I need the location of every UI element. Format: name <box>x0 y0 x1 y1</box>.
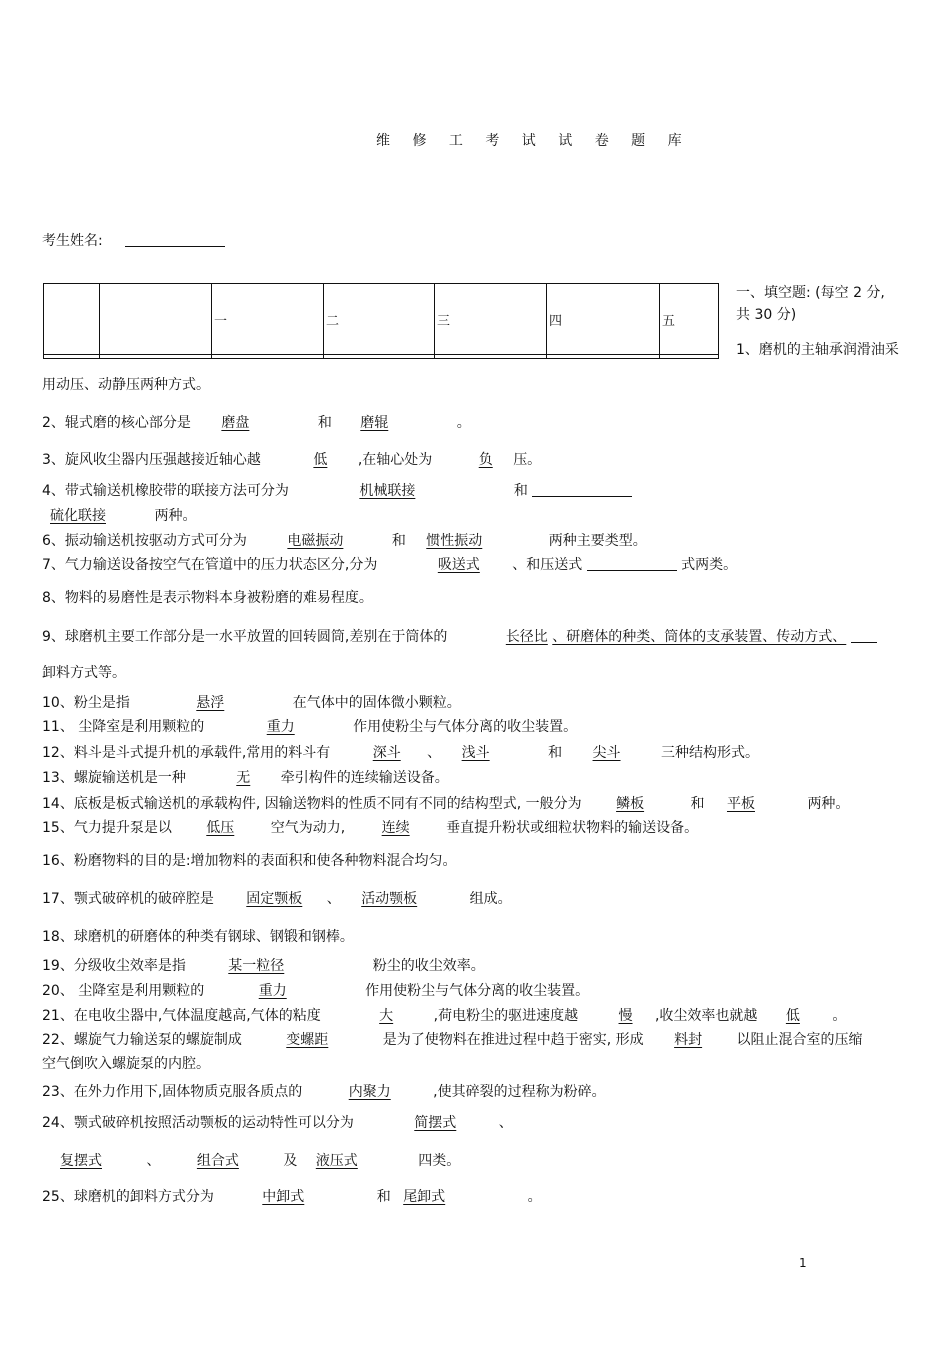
answer-blank[interactable]: 磨辊 <box>360 415 389 431</box>
question-text: 牵引构件的连续输送设备。 <box>280 770 449 786</box>
answer-blank[interactable]: 负 <box>478 452 493 468</box>
question-text: ,在轴心处为 <box>357 452 433 468</box>
answer-blank[interactable]: 慢 <box>618 1008 633 1024</box>
question-text: 压。 <box>513 452 542 468</box>
answer-blank[interactable]: 深斗 <box>372 745 401 761</box>
score-input-cell[interactable] <box>44 355 100 359</box>
question-text: 13、螺旋输送机是一种 <box>42 770 186 786</box>
score-input-cell[interactable] <box>212 355 324 359</box>
question-20 <box>42 982 589 1000</box>
question-text: 粉尘的收尘效率。 <box>372 958 485 974</box>
page-number: 1 <box>799 1256 807 1270</box>
answer-blank[interactable]: 连续 <box>381 820 410 836</box>
question-6 <box>42 532 647 550</box>
question-text: 以阻止混合室的压缩 <box>736 1032 863 1048</box>
question-text: 式两类。 <box>681 557 738 573</box>
question-text: 和 <box>548 745 563 761</box>
question-text: 两种。 <box>807 796 850 812</box>
question-text: 组成。 <box>469 891 512 907</box>
question-text: 、 <box>498 1115 513 1131</box>
question-18: 18、球磨机的研磨体的种类有钢球、钢锻和钢棒。 <box>42 929 354 945</box>
question-text: 2、辊式磨的核心部分是 <box>42 415 191 431</box>
answer-blank[interactable]: 浅斗 <box>461 745 490 761</box>
answer-blank[interactable] <box>532 482 632 497</box>
score-cell: 一 <box>212 284 324 355</box>
question-1b: 用动压、动静压两种方式。 <box>42 377 210 393</box>
question-text: 作用使粉尘与气体分离的收尘装置。 <box>365 983 590 999</box>
answer-blank[interactable]: 固定颚板 <box>246 891 303 907</box>
question-text: 和 <box>391 533 406 549</box>
question-text: 。 <box>456 415 471 431</box>
question-text: 、和压送式 <box>512 557 583 573</box>
question-text: ,收尘效率也就越 <box>654 1008 758 1024</box>
question-text: 19、分级收尘效率是指 <box>42 958 186 974</box>
score-input-cell[interactable] <box>324 355 435 359</box>
answer-blank[interactable]: 无 <box>236 770 251 786</box>
question-text: 3、旋风收尘器内压强越接近轴心越 <box>42 452 261 468</box>
answer-blank[interactable]: 磨盘 <box>221 415 250 431</box>
question-19 <box>42 957 485 975</box>
answer-blank[interactable]: 长径比 <box>505 629 548 645</box>
score-header-row <box>44 284 719 355</box>
answer-blank[interactable]: 复摆式 <box>60 1153 102 1169</box>
question-text: 10、粉尘是指 <box>42 695 130 711</box>
answer-blank[interactable]: 低 <box>785 1008 800 1024</box>
answer-blank[interactable]: 活动颚板 <box>361 891 418 907</box>
score-input-cell[interactable] <box>660 355 719 359</box>
question-text: 、 <box>146 1153 161 1169</box>
candidate-name-label <box>42 232 225 250</box>
question-text: 。 <box>527 1189 542 1205</box>
answer-blank[interactable]: 料封 <box>674 1032 703 1048</box>
question-22-cont: 空气倒吹入螺旋泵的内腔。 <box>42 1056 210 1072</box>
answer-blank[interactable]: 变螺距 <box>286 1032 329 1048</box>
question-10 <box>42 694 461 712</box>
question-14 <box>42 795 849 813</box>
answer-blank[interactable]: 惯性振动 <box>426 533 483 549</box>
question-text: 和 <box>317 415 332 431</box>
name-blank[interactable] <box>125 232 225 247</box>
score-table <box>43 283 719 359</box>
question-text: 作用使粉尘与气体分离的收尘装置。 <box>353 719 578 735</box>
question-text: 和 <box>376 1189 391 1205</box>
answer-blank[interactable]: 鳞板 <box>616 796 645 812</box>
answer-blank[interactable]: 大 <box>379 1008 394 1024</box>
score-input-row <box>44 355 719 359</box>
question-15 <box>42 819 698 837</box>
question-3 <box>42 451 541 469</box>
answer-blank[interactable]: 硫化联接 <box>50 508 106 524</box>
question-text: 17、颚式破碎机的破碎腔是 <box>42 891 214 907</box>
answer-blank[interactable] <box>587 556 677 571</box>
answer-blank[interactable]: 尾卸式 <box>403 1189 446 1205</box>
question-12 <box>42 744 759 762</box>
question-text: 三种结构形式。 <box>660 745 759 761</box>
answer-blank[interactable]: 某一粒径 <box>228 958 285 974</box>
answer-blank[interactable]: 尖斗 <box>592 745 621 761</box>
question-text: 21、在电收尘器中,气体温度越高,气体的粘度 <box>42 1008 321 1024</box>
question-text: 24、颚式破碎机按照活动颚板的运动特性可以分为 <box>42 1115 354 1131</box>
question-text: 、研磨体的种类、筒体的支承装置、传动方式、 <box>552 629 847 645</box>
section1-heading: 一、填空题: (每空 2 分, <box>736 285 885 301</box>
question-23 <box>42 1083 606 1101</box>
question-text: 和 <box>690 796 705 812</box>
answer-blank[interactable]: 平板 <box>726 796 755 812</box>
question-text: 11、 尘降室是利用颗粒的 <box>42 719 205 735</box>
answer-blank[interactable] <box>851 628 877 643</box>
answer-blank[interactable]: 简摆式 <box>414 1115 457 1131</box>
answer-blank[interactable]: 组合式 <box>196 1153 239 1169</box>
question-2 <box>42 414 471 432</box>
question-text: ,荷电粉尘的驱进速度越 <box>433 1008 579 1024</box>
question-text: 14、底板是板式输送机的承载构件, 因输送物料的性质不同有不同的结构型式, 一般分为 <box>42 796 582 812</box>
question-text: 是为了使物料在推进过程中趋于密实, 形成 <box>382 1032 644 1048</box>
question-text: 9、球磨机主要工作部分是一水平放置的回转圆筒,差别在于筒体的 <box>42 629 448 645</box>
score-cell: 二 <box>324 284 435 355</box>
question-text: 、 <box>427 745 442 761</box>
question-9-cont: 卸料方式等。 <box>42 665 126 681</box>
question-16: 16、粉磨物料的目的是:增加物料的表面积和使各种物料混合均匀。 <box>42 853 457 869</box>
question-text: 4、带式输送机橡胶带的联接方法可分为 <box>42 483 289 499</box>
question-21 <box>42 1007 846 1025</box>
score-cell <box>44 284 100 355</box>
score-input-cell[interactable] <box>100 355 212 359</box>
score-input-cell[interactable] <box>435 355 547 359</box>
question-4 <box>42 482 632 500</box>
question-text: 7、气力输送设备按空气在管道中的压力状态区分,分为 <box>42 557 378 573</box>
score-cell: 三 <box>435 284 547 355</box>
answer-blank[interactable]: 液压式 <box>315 1153 358 1169</box>
answer-blank[interactable]: 中卸式 <box>262 1189 305 1205</box>
answer-blank[interactable]: 悬浮 <box>196 695 225 711</box>
answer-blank[interactable]: 吸送式 <box>437 557 480 573</box>
question-4-cont <box>42 507 196 525</box>
question-7 <box>42 556 737 574</box>
answer-blank[interactable]: 低 <box>313 452 328 468</box>
question-text: 及 <box>283 1153 298 1169</box>
question-text: 空气为动力, <box>270 820 346 836</box>
question-8: 8、物料的易磨性是表示物料本身被粉磨的难易程度。 <box>42 590 373 606</box>
question-text: 12、料斗是斗式提升机的承载件,常用的料斗有 <box>42 745 331 761</box>
question-13 <box>42 769 449 787</box>
answer-blank[interactable]: 低压 <box>206 820 235 836</box>
question-1a: 1、磨机的主轴承润滑油采 <box>736 342 899 358</box>
question-text: 15、气力提升泵是以 <box>42 820 172 836</box>
section1-heading-cont: 共 30 分) <box>736 307 797 323</box>
question-text: 、 <box>326 891 341 907</box>
question-24-cont <box>42 1152 460 1170</box>
answer-blank[interactable]: 重力 <box>266 719 295 735</box>
question-text: 垂直提升粉状或细粒状物料的输送设备。 <box>446 820 699 836</box>
answer-blank[interactable]: 电磁振动 <box>287 533 344 549</box>
score-input-cell[interactable] <box>547 355 660 359</box>
question-text: 20、 尘降室是利用颗粒的 <box>42 983 205 999</box>
question-11 <box>42 718 577 736</box>
question-text: 四类。 <box>418 1153 461 1169</box>
question-24 <box>42 1114 513 1132</box>
answer-blank[interactable]: 机械联接 <box>359 483 416 499</box>
question-22 <box>42 1031 863 1049</box>
question-9 <box>42 628 877 646</box>
question-25 <box>42 1188 542 1206</box>
question-text: ,使其碎裂的过程称为粉碎。 <box>433 1084 606 1100</box>
question-text: 在气体中的固体微小颗粒。 <box>292 695 461 711</box>
name-label-text: 考生姓名: <box>42 233 103 249</box>
score-cell: 四 <box>547 284 660 355</box>
question-text: 25、球磨机的卸料方式分为 <box>42 1189 214 1205</box>
question-text: 。 <box>832 1008 847 1024</box>
question-text: 22、螺旋气力输送泵的螺旋制成 <box>42 1032 242 1048</box>
score-cell <box>100 284 212 355</box>
question-text: 和 <box>513 483 528 499</box>
score-cell: 五 <box>660 284 719 355</box>
question-text: 6、振动输送机按驱动方式可分为 <box>42 533 247 549</box>
question-text: 两种主要类型。 <box>548 533 647 549</box>
question-text: 23、在外力作用下,固体物质克服各质点的 <box>42 1084 303 1100</box>
answer-blank[interactable]: 内聚力 <box>348 1084 391 1100</box>
page-title: 维 修 工 考 试 试 卷 题 库 <box>376 133 691 149</box>
answer-blank[interactable]: 重力 <box>258 983 287 999</box>
question-17 <box>42 890 512 908</box>
question-text: 两种。 <box>154 508 197 524</box>
